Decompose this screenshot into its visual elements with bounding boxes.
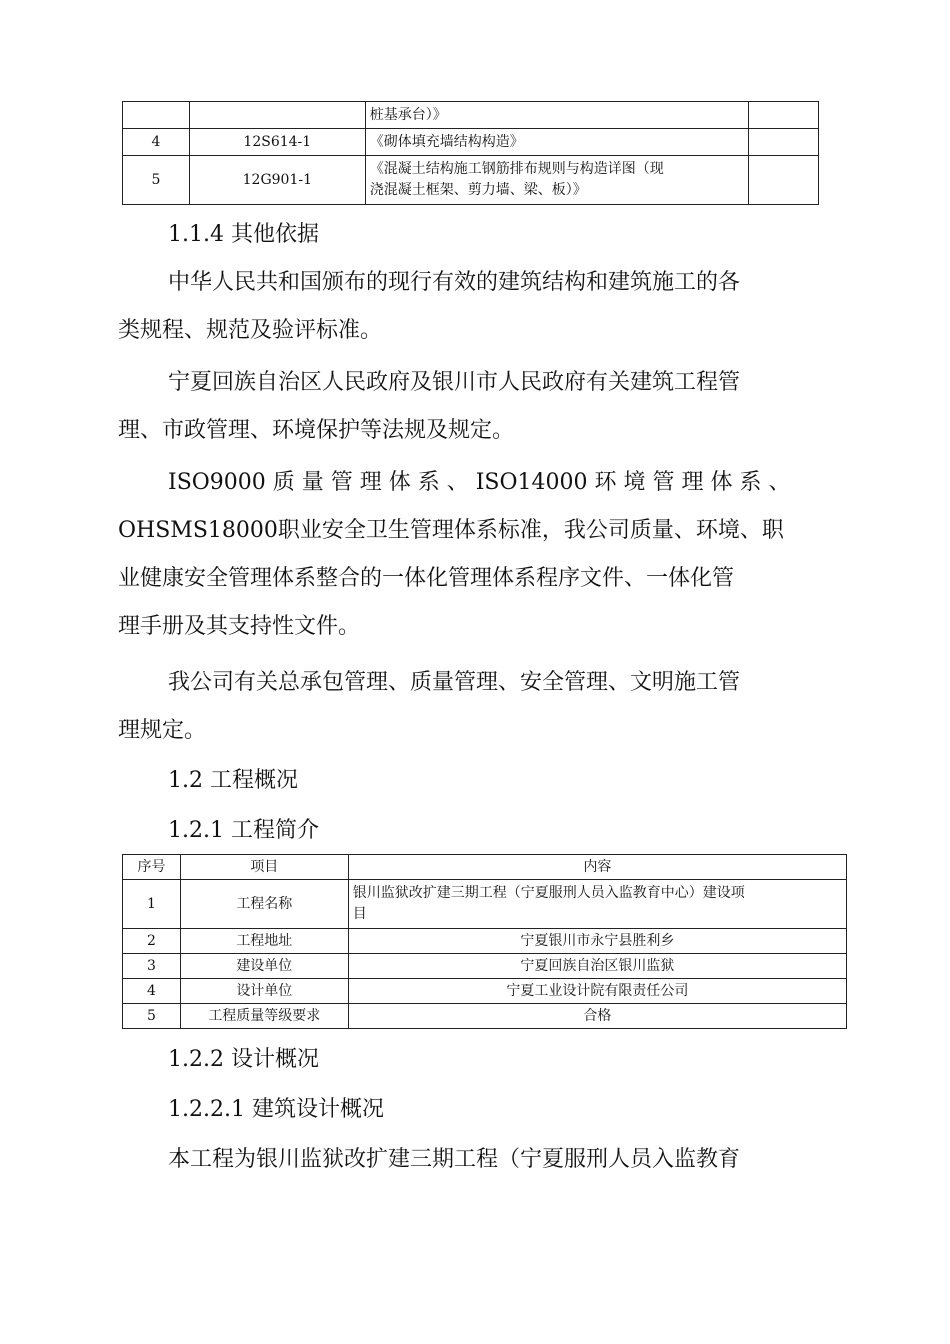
row-number: 4 — [123, 129, 190, 156]
table-row — [123, 929, 847, 954]
paragraph — [118, 1136, 838, 1184]
item-content: 宁夏银川市永宁县胜利乡 — [348, 929, 846, 954]
project-overview-table — [122, 854, 847, 1029]
item-content — [348, 880, 846, 929]
table-row — [123, 979, 847, 1004]
standard-name: 《砌体填充墙结构构造》 — [365, 129, 748, 156]
item-label: 工程地址 — [180, 929, 348, 954]
item-content-line: 银川监狱改扩建三期工程（宁夏服刑人员入监教育中心）建设项 — [352, 885, 745, 901]
reference-standards-table — [122, 101, 819, 205]
standard-name-line: 浇混凝土框架、剪力墙、梁、板）》 — [369, 182, 587, 198]
paragraph-line: 理、市政管理、环境保护等法规及规定。 — [118, 418, 515, 443]
item-content: 合格 — [348, 1004, 846, 1029]
paragraph-line: 我公司有关总承包管理、质量管理、安全管理、文明施工管 — [168, 670, 741, 695]
item-label: 建设单位 — [180, 954, 348, 979]
table-row — [123, 129, 819, 156]
item-label: 设计单位 — [180, 979, 348, 1004]
standard-name: 桩基承台）》 — [365, 102, 748, 129]
item-content: 宁夏回族自治区银川监狱 — [348, 954, 846, 979]
column-header: 内容 — [348, 855, 846, 880]
item-label: 工程质量等级要求 — [180, 1004, 348, 1029]
row-number: 3 — [123, 954, 181, 979]
section-heading: 1.1.4 其他依据 — [168, 222, 319, 247]
paragraph-line: 中华人民共和国颁布的现行有效的建筑结构和建筑施工的各 — [168, 270, 741, 295]
section-heading: 1.2.2 设计概况 — [168, 1047, 319, 1072]
paragraph-line: 业健康安全管理体系整合的一体化管理体系程序文件、一体化管 — [118, 566, 735, 591]
table-row — [123, 880, 847, 929]
row-number: 4 — [123, 979, 181, 1004]
standard-note — [749, 156, 819, 205]
row-number: 5 — [123, 156, 190, 205]
item-content-line: 目 — [352, 906, 367, 922]
paragraph — [118, 359, 838, 455]
table-row — [123, 156, 819, 205]
standard-code: 12G901-1 — [189, 156, 365, 205]
standard-note — [749, 102, 819, 129]
standard-name-line: 《混凝土结构施工钢筋排布规则与构造详图（现 — [369, 161, 664, 177]
table-row — [123, 102, 819, 129]
paragraph-line: OHSMS18000职业安全卫生管理体系标准，我公司质量、环境、职 — [118, 518, 784, 543]
standard-name — [365, 156, 748, 205]
paragraph-line: 理手册及其支持性文件。 — [118, 614, 361, 639]
standard-note — [749, 129, 819, 156]
item-content: 宁夏工业设计院有限责任公司 — [348, 979, 846, 1004]
row-number: 5 — [123, 1004, 181, 1029]
paragraph-line: 理规定。 — [118, 718, 207, 743]
subsection-heading: 1.2.2.1 建筑设计概况 — [168, 1097, 384, 1122]
paragraph — [118, 259, 838, 355]
table-header-row — [123, 855, 847, 880]
row-number: 2 — [123, 929, 181, 954]
subsection-heading: 1.2.1 工程简介 — [168, 818, 319, 843]
paragraph-line: 类规程、规范及验评标准。 — [118, 318, 383, 343]
column-header: 序号 — [123, 855, 181, 880]
paragraph — [118, 459, 838, 651]
section-heading: 1.2 工程概况 — [168, 768, 298, 793]
column-header: 项目 — [180, 855, 348, 880]
row-number: 1 — [123, 880, 181, 929]
standard-code — [189, 102, 365, 129]
table-row — [123, 1004, 847, 1029]
paragraph-line: 宁夏回族自治区人民政府及银川市人民政府有关建筑工程管 — [168, 370, 741, 395]
paragraph-line: ISO9000 质 量 管 理 体 系 、 ISO14000 环 境 管 理 体 系 、 — [168, 470, 791, 495]
paragraph-line: 本工程为银川监狱改扩建三期工程（宁夏服刑人员入监教育 — [168, 1147, 741, 1172]
item-label: 工程名称 — [180, 880, 348, 929]
standard-code: 12S614-1 — [189, 129, 365, 156]
paragraph — [118, 659, 838, 755]
table-row — [123, 954, 847, 979]
row-number — [123, 102, 190, 129]
